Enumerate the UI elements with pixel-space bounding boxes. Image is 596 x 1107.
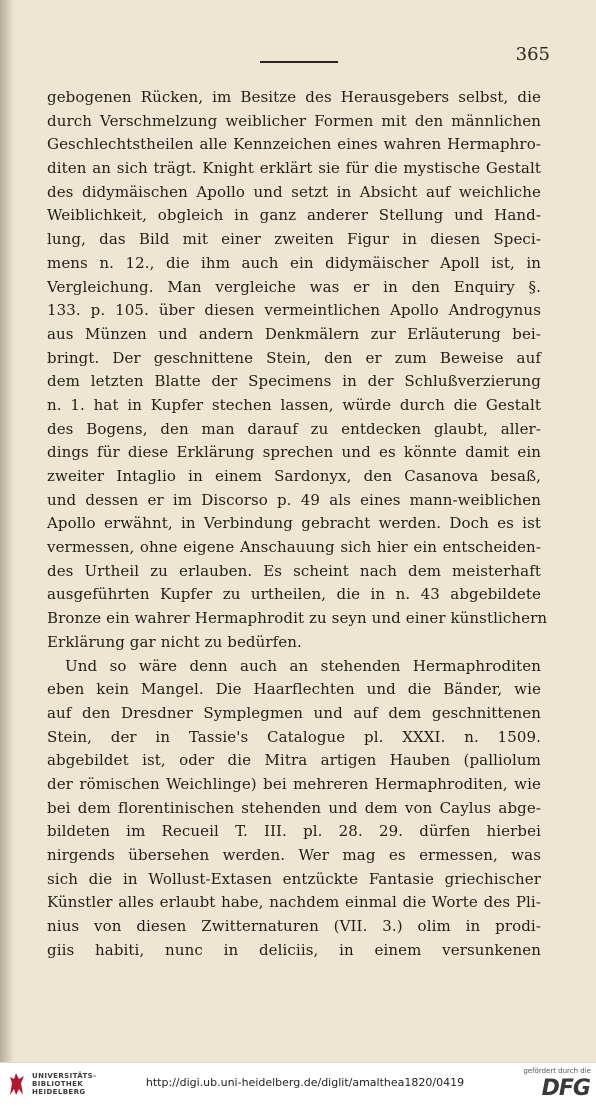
text-line: Künstler alles erlaubt habe, nachdem einmal die Worte des Pli- bbox=[47, 893, 541, 912]
text-line: aus Münzen und andern Denkmälern zur Erläuterung bei- bbox=[47, 324, 541, 343]
text-line: Erklärung gar nicht zu bedürfen. bbox=[47, 632, 302, 651]
viewer-footer bbox=[0, 1062, 596, 1107]
text-line: Apollo erwähnt, in Verbindung gebracht werden. Doch es ist bbox=[47, 514, 541, 533]
text-line: lung, das Bild mit einer zweiten Figur in diesen Speci- bbox=[47, 230, 541, 249]
text-line: vermessen, ohne eigene Anschauung sich hier ein entscheiden- bbox=[47, 538, 541, 557]
text-line: sich die in Wollust-Extasen entzückte Fantasie griechischer bbox=[47, 869, 541, 888]
header-rule bbox=[260, 61, 338, 63]
text-line: des Bogens, den man darauf zu entdecken glaubt, aller- bbox=[47, 419, 541, 438]
heidelberg-lion-icon bbox=[8, 1071, 26, 1097]
text-line: ausgeführten Kupfer zu urtheilen, die in n. 43 abgebildete bbox=[47, 585, 541, 604]
text-line: und dessen er im Discorso p. 49 als eines mann-weiblichen bbox=[47, 490, 541, 509]
page-number: 365 bbox=[515, 44, 550, 65]
text-line: des didymäischen Apollo und setzt in Absicht auf weichliche bbox=[47, 182, 541, 201]
text-line: dings für diese Erklärung sprechen und es könnte damit ein bbox=[47, 443, 541, 462]
text-line: dem letzten Blatte der Specimens in der Schlußverzierung bbox=[47, 372, 541, 391]
text-line: eben kein Mangel. Die Haarflechten und die Bänder, wie bbox=[47, 680, 541, 699]
institution-line: BIBLIOTHEK bbox=[32, 1080, 84, 1088]
text-line: des Urtheil zu erlauben. Es scheint nach dem meisterhaft bbox=[47, 561, 541, 580]
text-line: bringt. Der geschnittene Stein, den er zum Beweise auf bbox=[47, 348, 541, 367]
text-line: 133. p. 105. über diesen vermeintlichen Apollo Androgynus bbox=[47, 301, 541, 320]
text-line: abgebildet ist, oder die Mitra artigen Hauben (palliolum bbox=[47, 751, 541, 770]
institution-line: HEIDELBERG bbox=[32, 1088, 86, 1096]
text-line: Weiblichkeit, obgleich in ganz anderer Stellung und Hand- bbox=[47, 206, 541, 225]
text-line: nius von diesen Zwitternaturen (VII. 3.) olim in prodi- bbox=[47, 917, 541, 936]
text-line: auf den Dresdner Symplegmen und auf dem geschnittenen bbox=[47, 703, 541, 722]
funder-caption: gefördert durch die bbox=[523, 1067, 591, 1075]
text-line: der römischen Weichlinge) bei mehreren Hermaphroditen, wie bbox=[47, 774, 541, 793]
institution-name bbox=[32, 1072, 142, 1096]
text-line: bildeten im Recueil T. III. pl. 28. 29. dürfen hierbei bbox=[47, 822, 541, 841]
text-line: diten an sich trägt. Knight erklärt sie für die mystische Gestalt bbox=[47, 159, 541, 178]
text-line: Bronze ein wahrer Hermaphrodit zu seyn und einer künstlichern bbox=[47, 609, 548, 628]
text-line: Vergleichung. Man vergleiche was er in den Enquiry §. bbox=[47, 277, 541, 296]
text-line: bei dem florentinischen stehenden und dem von Caylus abge- bbox=[47, 798, 541, 817]
text-line: nirgends übersehen werden. Wer mag es ermessen, was bbox=[47, 846, 541, 864]
body-text bbox=[47, 86, 548, 962]
text-line: Stein, der in Tassie's Catalogue pl. XXXI. n. 1509. bbox=[47, 727, 541, 746]
text-line: mens n. 12., die ihm auch ein didymäischer Apoll ist, in bbox=[47, 253, 541, 272]
text-line: gebogenen Rücken, im Besitze des Herausgebers selbst, die bbox=[47, 88, 541, 106]
institution-line: UNIVERSITÄTS- bbox=[32, 1072, 97, 1080]
text-line: giis habiti, nunc in deliciis, in einem versunkenen bbox=[47, 940, 541, 959]
text-line: n. 1. hat in Kupfer stechen lassen, würde durch die Gestalt bbox=[47, 395, 541, 414]
permalink-url[interactable]: http://digi.ub.uni-heidelberg.de/diglit/amalthea1820/0419 bbox=[145, 1076, 465, 1089]
text-line: Geschlechtstheilen alle Kennzeichen eines wahren Hermaphro- bbox=[47, 135, 541, 154]
text-line: durch Verschmelzung weiblicher Formen mit den männlichen bbox=[47, 111, 541, 130]
text-line: Und so wäre denn auch an stehenden Hermaphroditen bbox=[65, 656, 541, 675]
text-line: zweiter Intaglio in einem Sardonyx, den Casanova besaß, bbox=[47, 467, 541, 485]
page-spine-shadow bbox=[0, 0, 14, 1062]
dfg-logo: DFG bbox=[541, 1076, 590, 1101]
